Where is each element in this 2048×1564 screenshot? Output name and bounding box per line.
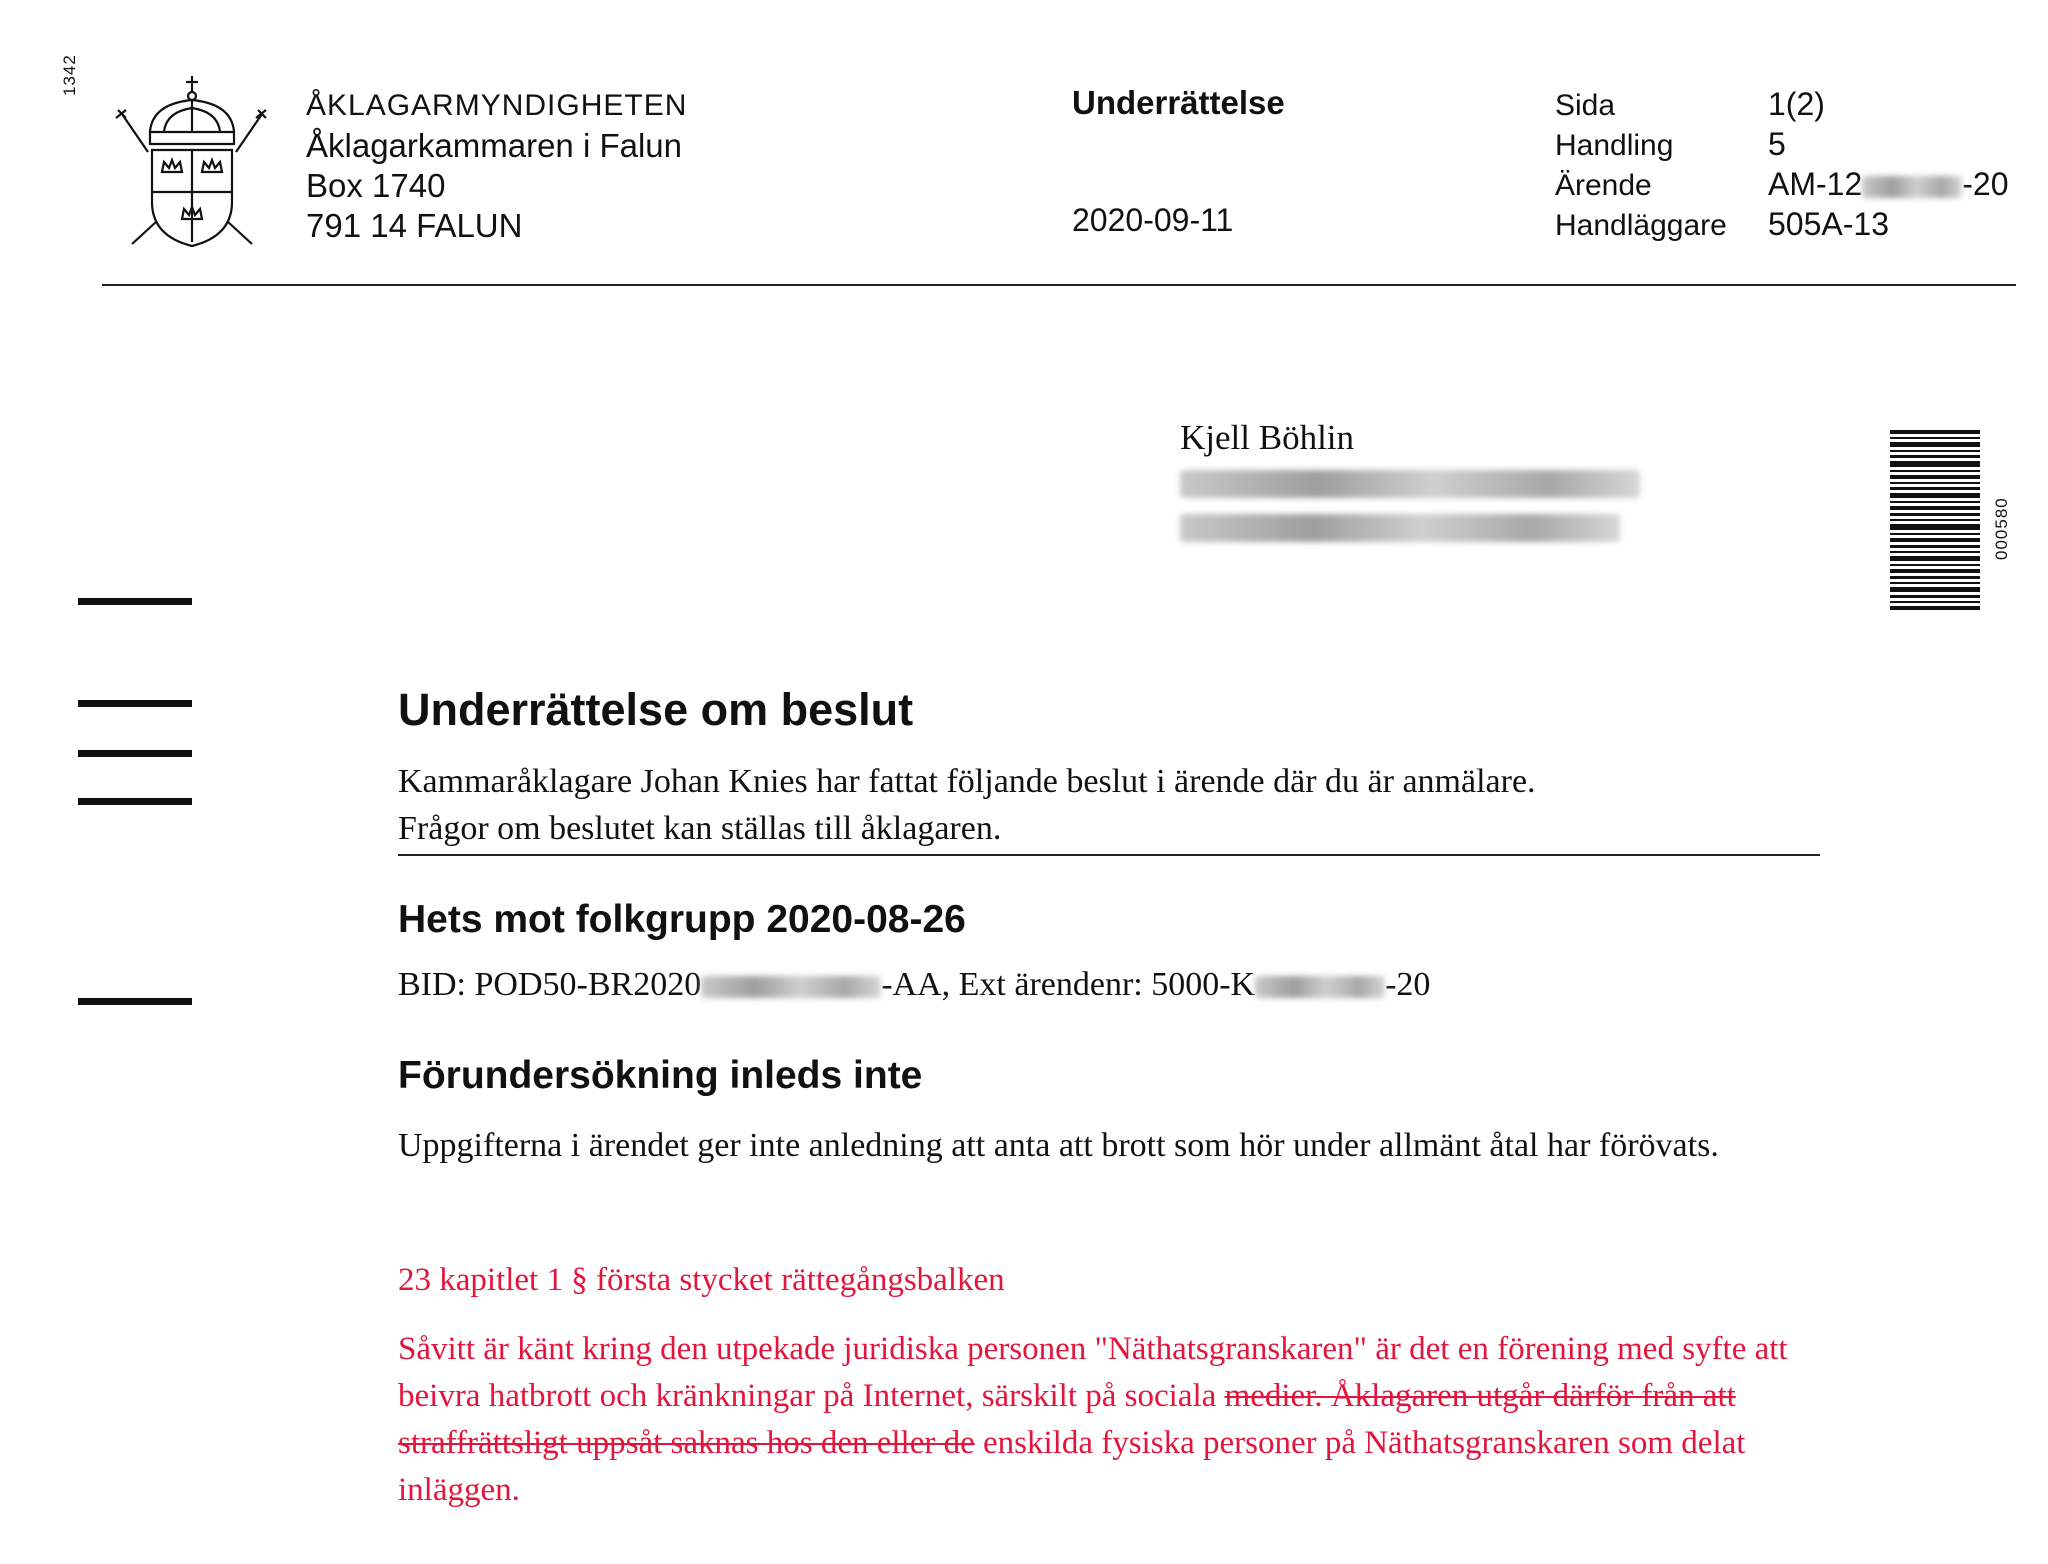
redacted-blur	[1255, 976, 1385, 998]
redacted-blur	[701, 976, 881, 998]
intro-line: Kammaråklagare Johan Knies har fattat följande beslut i ärende där du är anmälare.	[398, 763, 1536, 800]
document-type: Underrättelse	[1072, 84, 1285, 121]
margin-mark	[78, 798, 192, 805]
bid-suffix: -20	[1385, 966, 1431, 1003]
crest-icon	[112, 74, 272, 259]
legal-reference: 23 kapitlet 1 § första stycket rättegångsbalken	[398, 1262, 1005, 1298]
case-value	[1768, 164, 2009, 204]
handler-value: 505A-13	[1768, 206, 1889, 242]
meta-values	[1768, 84, 2009, 244]
recipient-name: Kjell Böhlin	[1180, 418, 1355, 457]
page-title: Underrättelse om beslut	[398, 684, 914, 735]
margin-mark	[78, 998, 192, 1005]
barcode-icon	[1890, 430, 1980, 610]
redacted-address-line	[1180, 470, 1640, 498]
annotation-struck-text: medier. Åklagaren utgår därför från att straffrättsligt uppsåt saknas hos den eller de	[398, 1378, 1736, 1461]
organization-block	[306, 86, 687, 246]
decision-heading: Förundersökning inleds inte	[398, 1054, 923, 1097]
header-divider	[102, 284, 2016, 286]
handling-value: 5	[1768, 126, 1786, 162]
redacted-blur	[1862, 176, 1962, 198]
handwritten-annotation	[398, 1326, 1818, 1514]
bid-prefix: BID: POD50-BR2020	[398, 966, 702, 1003]
handling-label: Handling	[1555, 129, 1674, 162]
postal-box: Box 1740	[306, 167, 446, 204]
postal-address: 791 14 FALUN	[306, 207, 523, 244]
intro-text	[398, 758, 1536, 852]
decision-text: Uppgifterna i ärendet ger inte anledning att anta att brott som hör under allmänt åtal har förövats.	[398, 1127, 1719, 1164]
section-divider	[398, 854, 1820, 856]
bid-line	[398, 966, 1430, 1004]
case-prefix: AM-12	[1768, 166, 1863, 202]
meta-labels	[1555, 86, 1727, 246]
barcode-number: 000580	[1992, 497, 2011, 560]
case-suffix: -20	[1962, 166, 2009, 202]
redacted-address-line	[1180, 514, 1620, 542]
handler-label: Handläggare	[1555, 209, 1727, 242]
side-number: 1342	[60, 54, 79, 96]
page-label: Sida	[1555, 89, 1616, 122]
office-name: Åklagarkammaren i Falun	[306, 127, 682, 164]
margin-mark	[78, 598, 192, 605]
annotation-text: Såvitt är känt kring den utpekade juridiska personen "Näthatsgranskaren" är det en förening med syfte att beivra hatbrott och kränkningar på Internet, särskilt på sociala	[398, 1331, 1788, 1414]
margin-mark	[78, 750, 192, 757]
document-date: 2020-09-11	[1072, 202, 1234, 238]
intro-line: Frågor om beslutet kan ställas till åklagaren.	[398, 810, 1002, 847]
organization-name: ÅKLAGARMYNDIGHETEN	[306, 89, 688, 122]
offense-heading: Hets mot folkgrupp 2020-08-26	[398, 898, 966, 941]
case-label: Ärende	[1555, 169, 1652, 202]
annotation-text: enskilda fysiska personer på Näthatsgranskaren som delat inläggen.	[398, 1425, 1746, 1508]
margin-mark	[78, 700, 192, 707]
bid-middle: -AA, Ext ärendenr: 5000-K	[881, 966, 1256, 1003]
page-value: 1(2)	[1768, 86, 1825, 122]
